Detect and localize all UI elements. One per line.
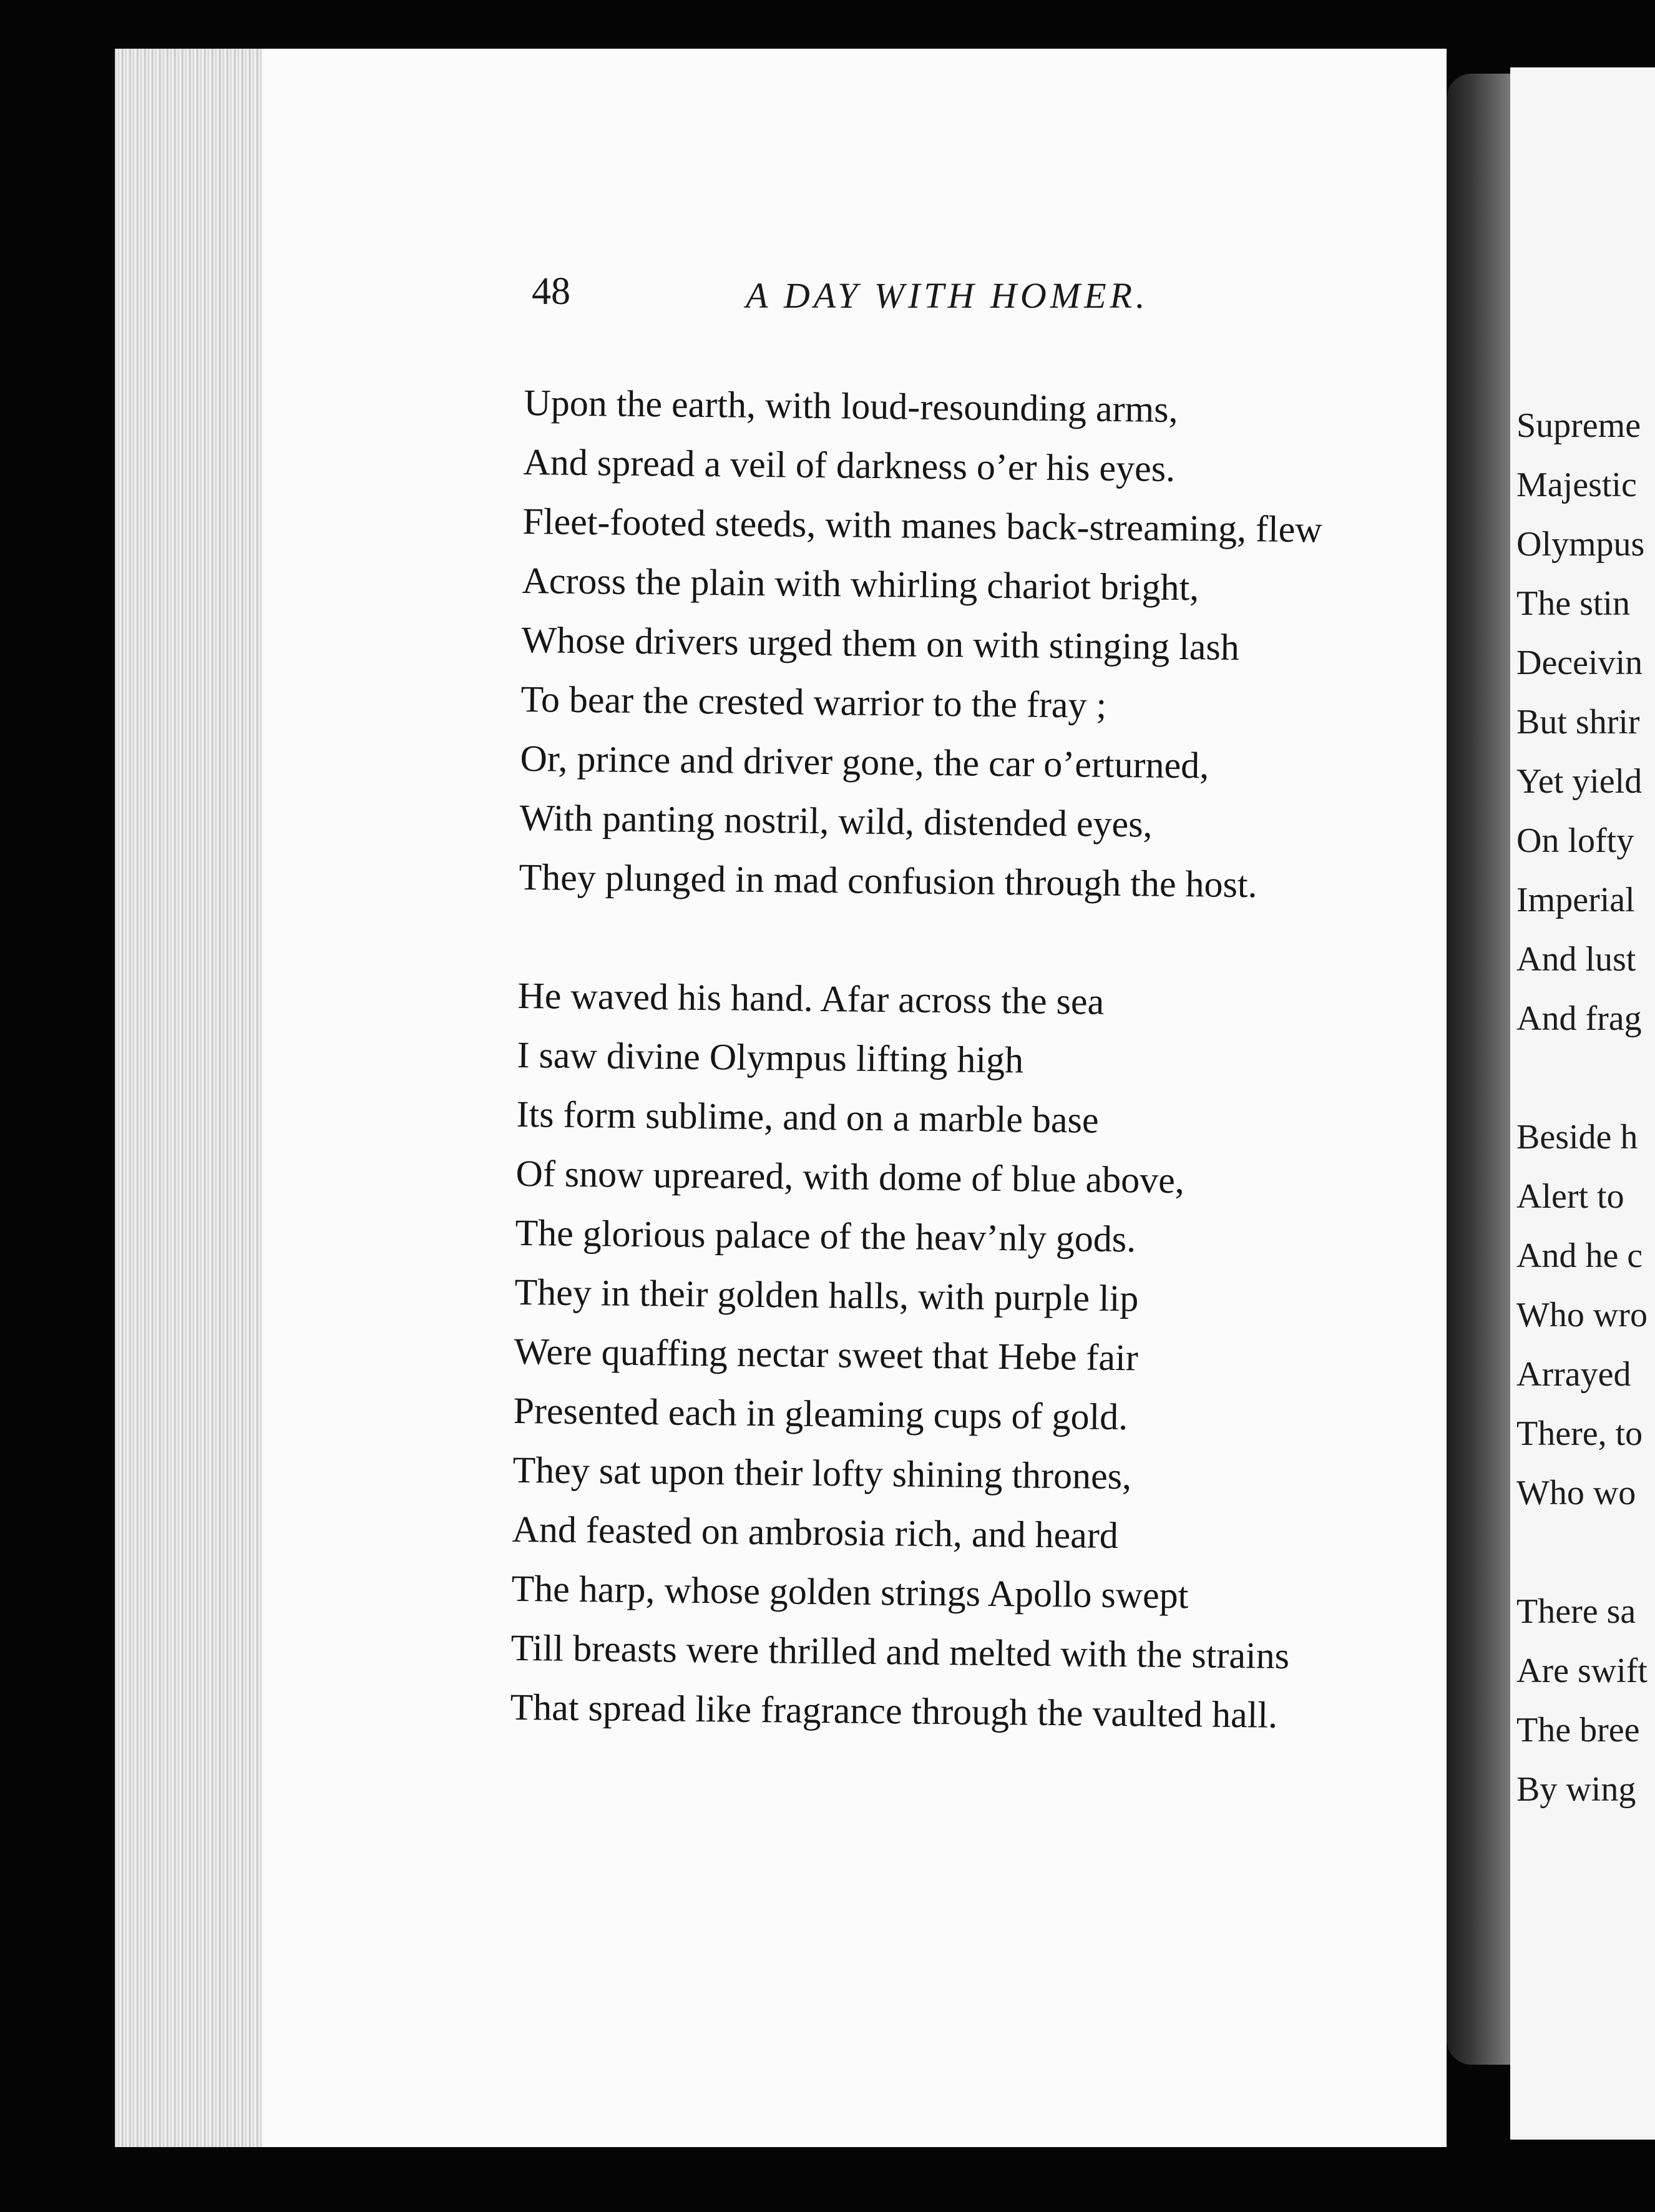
right-line-fragment: Supreme — [1516, 406, 1641, 445]
book-gutter — [1447, 74, 1520, 2065]
poem-line: They in their golden halls, with purple lip — [514, 1271, 1139, 1319]
right-line-fragment: The bree — [1516, 1711, 1640, 1750]
poem-line: I saw divine Olympus lifting high — [517, 1034, 1024, 1081]
right-line-fragment: Imperial — [1516, 881, 1635, 919]
poem-line: And spread a veil of darkness o’er his eyes. — [523, 441, 1176, 489]
right-line-fragment: The stin — [1516, 584, 1630, 623]
stanza-1 — [519, 373, 1435, 916]
poem-line: Its form sublime, and on a marble base — [516, 1093, 1099, 1141]
poem-line: The harp, whose golden strings Apollo swept — [511, 1567, 1189, 1617]
page-edges — [115, 49, 265, 2147]
right-page — [1510, 67, 1655, 2140]
right-line-fragment: Olympus — [1516, 525, 1645, 564]
stanza-2 — [510, 966, 1429, 1746]
right-line-fragment: There, to — [1516, 1414, 1643, 1453]
right-line-fragment: There sa — [1516, 1592, 1636, 1631]
right-line-fragment: Yet yield — [1516, 762, 1643, 801]
right-line-fragment: On lofty — [1516, 821, 1634, 860]
right-line-fragment: Are swift — [1516, 1652, 1648, 1690]
poem-line: Fleet-footed steeds, with manes back-streaming, flew — [522, 500, 1323, 551]
right-line-fragment: Beside h — [1516, 1118, 1638, 1157]
poem-line: Or, prince and driver gone, the car o’erturned, — [520, 737, 1209, 786]
poem-line: With panting nostril, wild, distended eyes, — [519, 796, 1153, 845]
running-head: A DAY WITH HOMER. — [746, 275, 1149, 316]
poem-line: Till breasts were thrilled and melted with the strains — [510, 1627, 1290, 1676]
poem-text — [509, 373, 1435, 1806]
poem-line: Presented each in gleaming cups of gold. — [513, 1389, 1128, 1438]
right-line-fragment: By wing — [1516, 1770, 1636, 1809]
poem-line: The glorious palace of the heav’nly gods. — [515, 1211, 1136, 1260]
right-line-fragment: Who wro — [1516, 1296, 1648, 1334]
right-line-fragment: And lust — [1516, 940, 1636, 979]
poem-line: Upon the earth, with loud-resounding arms, — [524, 381, 1178, 430]
poem-line: To bear the crested warrior to the fray ; — [520, 678, 1107, 726]
right-line-fragment: And frag — [1516, 999, 1642, 1038]
poem-line: They sat upon their lofty shining thrones, — [512, 1449, 1132, 1497]
right-line-fragment: Arrayed — [1516, 1355, 1631, 1394]
right-line-fragment: And he c — [1516, 1236, 1643, 1275]
right-line-fragment: But shrir — [1516, 703, 1640, 741]
poem-line: Across the plain with whirling chariot bright, — [522, 559, 1199, 609]
poem-line: And feasted on ambrosia rich, and heard — [512, 1508, 1119, 1557]
poem-line: Of snow upreared, with dome of blue above, — [515, 1152, 1185, 1201]
right-line-fragment: Majestic — [1516, 466, 1637, 504]
poem-line: That spread like fragrance through the vaulted hall. — [510, 1686, 1278, 1736]
right-line-fragment: Alert to — [1516, 1177, 1624, 1216]
poem-line: Whose drivers urged them on with stinging lash — [521, 619, 1240, 668]
page-number: 48 — [532, 270, 570, 313]
right-line-fragment: Deceivin — [1516, 644, 1643, 682]
right-line-fragment: Who wo — [1516, 1474, 1636, 1512]
poem-line: They plunged in mad confusion through the host. — [519, 856, 1257, 906]
poem-line: Were quaffing nectar sweet that Hebe fair — [514, 1330, 1139, 1379]
poem-line: He waved his hand. Afar across the sea — [517, 974, 1105, 1022]
